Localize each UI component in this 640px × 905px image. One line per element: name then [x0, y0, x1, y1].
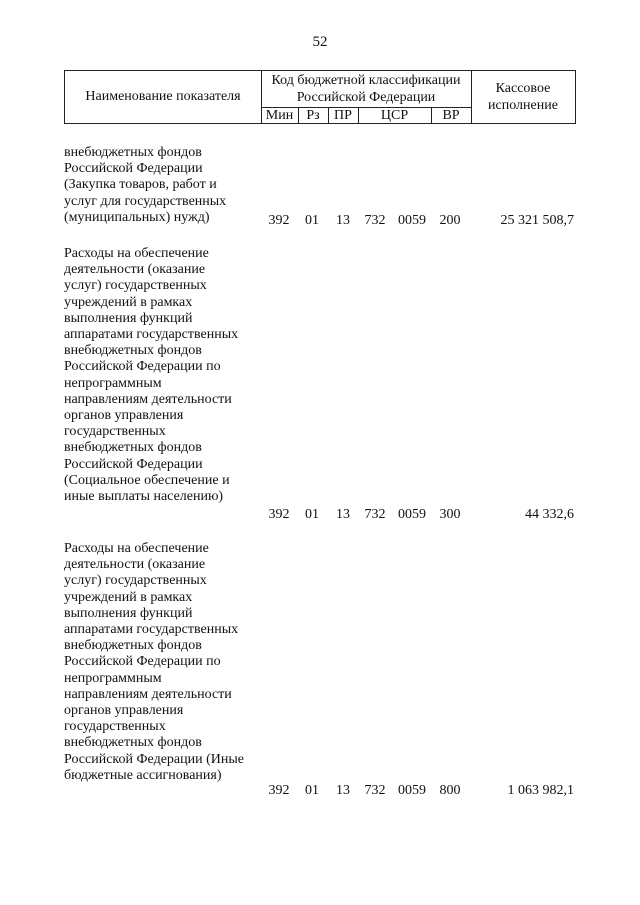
header-code-group-line1: Код бюджетной классификации	[271, 73, 461, 88]
row-name: внебюджетных фондов Российской Федерации (Закупка товаров, работ и услуг для государственных (муниципальных) нужд)	[64, 145, 227, 225]
row-rz: 01	[305, 783, 319, 798]
row-min: 392	[268, 507, 290, 522]
row-rz: 01	[305, 213, 319, 228]
row-csr-part1: 732	[364, 783, 386, 798]
row-pr: 13	[336, 213, 350, 228]
table-header	[64, 70, 576, 124]
header-col-vr: ВР	[442, 108, 460, 123]
header-code-group-line2: Российской Федерации	[296, 90, 436, 105]
header-amount-line2: исполнение	[488, 98, 558, 113]
header-col-csr: ЦСР	[380, 108, 409, 123]
row-csr-part1: 732	[364, 213, 386, 228]
row-csr-part2: 0059	[398, 783, 426, 798]
row-csr-part2: 0059	[398, 507, 426, 522]
row-vr: 800	[439, 783, 461, 798]
row-min: 392	[268, 783, 290, 798]
header-amount-line1: Кассовое	[495, 81, 551, 96]
row-csr-part2: 0059	[398, 213, 426, 228]
page-number: 52	[312, 34, 328, 50]
header-col-pr: ПР	[334, 108, 352, 123]
row-name: Расходы на обеспечение деятельности (оказание услуг) государственных учреждений в рамках выполнения функций аппаратами государственных внебюджетных фондов Российской Федерации по непрограммным направлениям деятельности органов управления государственных внебюджетных фондов Российской Федерации (Иные бюджетные ассигнования)	[64, 541, 244, 783]
header-name-column: Наименование показателя	[85, 89, 241, 104]
row-amount: 1 063 982,1	[507, 783, 574, 798]
header-col-min: Мин	[265, 108, 294, 123]
row-name: Расходы на обеспечение деятельности (оказание услуг) государственных учреждений в рамках выполнения функций аппаратами государственных внебюджетных фондов Российской Федерации по непрограммным направлениям деятельности органов управления государственных внебюджетных фондов Российской Федерации (Социальное обеспечение и иные выплаты населению)	[64, 246, 239, 505]
row-vr: 200	[439, 213, 461, 228]
row-pr: 13	[336, 783, 350, 798]
row-amount: 25 321 508,7	[500, 213, 574, 228]
header-col-rz: Рз	[306, 108, 320, 123]
row-pr: 13	[336, 507, 350, 522]
row-rz: 01	[305, 507, 319, 522]
row-vr: 300	[439, 507, 461, 522]
row-min: 392	[268, 213, 290, 228]
row-amount: 44 332,6	[525, 507, 574, 522]
row-csr-part1: 732	[364, 507, 386, 522]
